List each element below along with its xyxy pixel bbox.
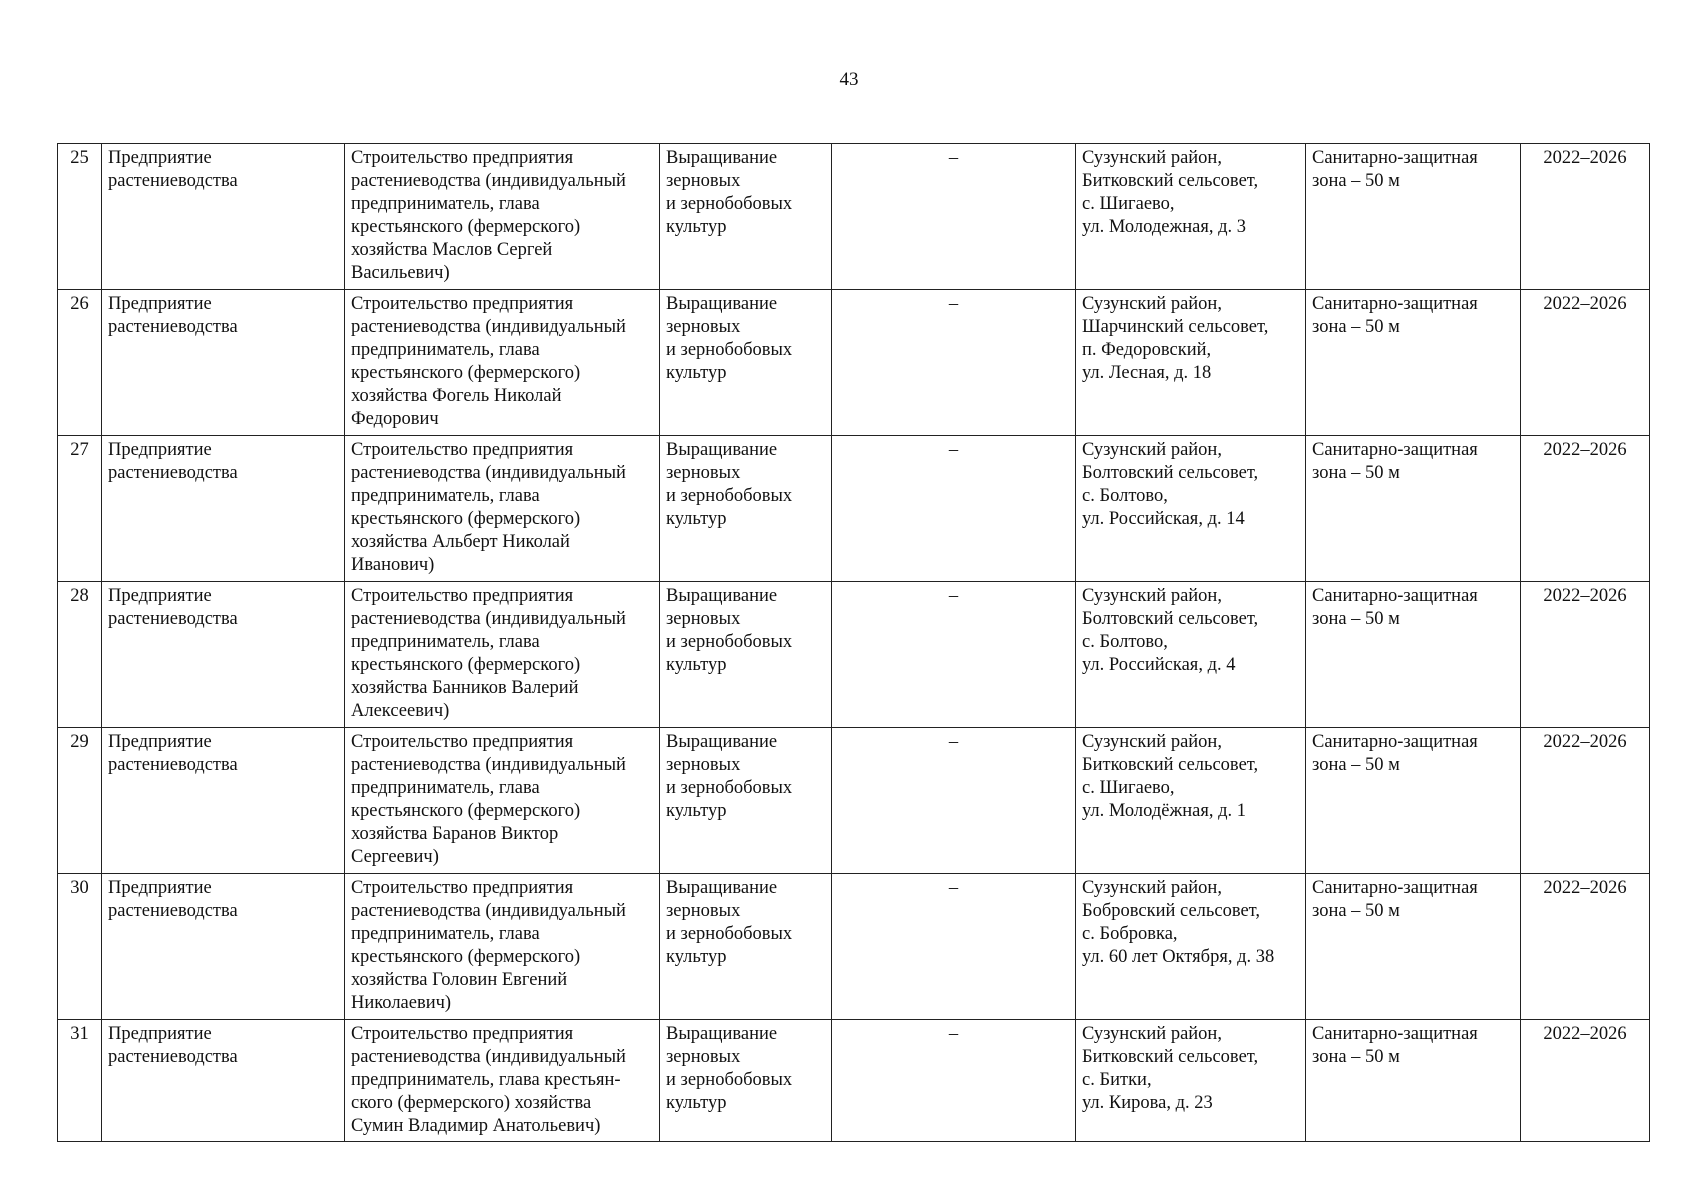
activity-type-line: зерновых (666, 755, 741, 775)
row-number: 27 (58, 436, 102, 582)
activity-type-line: Выращивание (666, 148, 778, 168)
table-row (58, 728, 1650, 874)
facility-description (345, 582, 660, 728)
activity-type-line: и зернобобовых (666, 778, 793, 798)
facility-description-line: Строительство предприятия (351, 732, 574, 752)
capacity: – (832, 582, 1076, 728)
facility-description-line: хозяйства Альберт Николай (351, 532, 570, 552)
activity-type (660, 290, 832, 436)
location (1076, 1020, 1306, 1142)
facility-type-line: Предприятие (108, 878, 212, 898)
activity-type (660, 144, 832, 290)
facility-type-line: Предприятие (108, 732, 212, 752)
location-line: с. Бобровка, (1082, 924, 1178, 944)
restriction-zone-line: зона – 50 м (1312, 755, 1400, 775)
capacity: – (832, 436, 1076, 582)
facility-description-line: Федорович (351, 409, 439, 429)
facility-description-line: растениеводства (индивидуальный (351, 609, 626, 629)
facility-description-line: крестьянского (фермерского) (351, 509, 581, 529)
facility-description-line: хозяйства Банников Валерий (351, 678, 579, 698)
facility-type-line: Предприятие (108, 294, 212, 314)
facility-description-line: Строительство предприятия (351, 148, 574, 168)
facility-description-line: Строительство предприятия (351, 440, 574, 460)
facility-description-line: предприниматель, глава (351, 924, 540, 944)
restriction-zone (1306, 144, 1521, 290)
restriction-zone-line: Санитарно-защитная (1312, 878, 1478, 898)
restriction-zone (1306, 290, 1521, 436)
facility-type (102, 144, 345, 290)
facility-description-line: Строительство предприятия (351, 878, 574, 898)
activity-type-line: Выращивание (666, 732, 778, 752)
facility-description-line: хозяйства Баранов Виктор (351, 824, 559, 844)
facility-description (345, 144, 660, 290)
location (1076, 436, 1306, 582)
facility-type-line: растениеводства (108, 171, 238, 191)
table-row (58, 874, 1650, 1020)
facility-type (102, 728, 345, 874)
facility-type-line: Предприятие (108, 148, 212, 168)
location-line: Сузунский район, (1082, 878, 1222, 898)
location (1076, 582, 1306, 728)
location-line: ул. Российская, д. 14 (1082, 509, 1245, 529)
activity-type-line: зерновых (666, 609, 741, 629)
restriction-zone-line: зона – 50 м (1312, 1047, 1400, 1067)
table-row (58, 290, 1650, 436)
capacity: – (832, 874, 1076, 1020)
page-number: 43 (839, 69, 859, 90)
facility-description-line: Николаевич) (351, 993, 452, 1013)
activity-type-line: Выращивание (666, 294, 778, 314)
activity-type (660, 1020, 832, 1142)
location-line: ул. Лесная, д. 18 (1082, 363, 1212, 383)
row-number: 25 (58, 144, 102, 290)
location-line: Сузунский район, (1082, 148, 1222, 168)
facility-description-line: предприниматель, глава крестьян- (351, 1070, 621, 1090)
facility-type-line: Предприятие (108, 440, 212, 460)
facility-description-line: Сумин Владимир Анатольевич) (351, 1116, 601, 1136)
implementation-period: 2022–2026 (1521, 290, 1650, 436)
facility-description-line: растениеводства (индивидуальный (351, 317, 626, 337)
facility-description-line: крестьянского (фермерского) (351, 655, 581, 675)
facility-description-line: крестьянского (фермерского) (351, 801, 581, 821)
location-line: Битковский сельсовет, (1082, 171, 1259, 191)
capacity: – (832, 144, 1076, 290)
activity-type (660, 582, 832, 728)
restriction-zone (1306, 1020, 1521, 1142)
row-number: 28 (58, 582, 102, 728)
facility-type-line: растениеводства (108, 317, 238, 337)
facility-type-line: Предприятие (108, 1024, 212, 1044)
facility-description (345, 728, 660, 874)
activity-type-line: зерновых (666, 317, 741, 337)
facility-type (102, 290, 345, 436)
location-line: с. Болтово, (1082, 486, 1168, 506)
facility-description-line: хозяйства Фогель Николай (351, 386, 562, 406)
location (1076, 874, 1306, 1020)
activity-type-line: Выращивание (666, 1024, 778, 1044)
facility-description-line: предприниматель, глава (351, 778, 540, 798)
facility-description-line: предприниматель, глава (351, 632, 540, 652)
table-row (58, 582, 1650, 728)
row-number: 30 (58, 874, 102, 1020)
capacity: – (832, 290, 1076, 436)
facility-type (102, 874, 345, 1020)
facility-description-line: растениеводства (индивидуальный (351, 1047, 626, 1067)
table-row (58, 144, 1650, 290)
facility-description-line: хозяйства Маслов Сергей (351, 240, 553, 260)
facility-description-line: крестьянского (фермерского) (351, 217, 581, 237)
row-number: 31 (58, 1020, 102, 1142)
location-line: Бобровский сельсовет, (1082, 901, 1260, 921)
facility-description-line: предприниматель, глава (351, 340, 540, 360)
facility-description (345, 1020, 660, 1142)
restriction-zone-line: зона – 50 м (1312, 901, 1400, 921)
facility-type-line: растениеводства (108, 901, 238, 921)
location-line: Битковский сельсовет, (1082, 755, 1259, 775)
activity-type-line: и зернобобовых (666, 1070, 793, 1090)
facility-description-line: Строительство предприятия (351, 1024, 574, 1044)
activity-type-line: культур (666, 655, 727, 675)
location-line: с. Шигаево, (1082, 778, 1175, 798)
facility-description-line: растениеводства (индивидуальный (351, 755, 626, 775)
restriction-zone (1306, 436, 1521, 582)
activity-type-line: Выращивание (666, 586, 778, 606)
facility-description-line: крестьянского (фермерского) (351, 947, 581, 967)
facility-description-line: растениеводства (индивидуальный (351, 901, 626, 921)
facility-description-line: растениеводства (индивидуальный (351, 171, 626, 191)
activity-type (660, 874, 832, 1020)
facility-type-line: растениеводства (108, 1047, 238, 1067)
facility-description-line: растениеводства (индивидуальный (351, 463, 626, 483)
activity-type-line: зерновых (666, 901, 741, 921)
restriction-zone (1306, 874, 1521, 1020)
facility-type-line: растениеводства (108, 755, 238, 775)
restriction-zone-line: зона – 50 м (1312, 463, 1400, 483)
location-line: с. Шигаево, (1082, 194, 1175, 214)
facility-type (102, 1020, 345, 1142)
table-row (58, 1020, 1650, 1142)
location-line: Сузунский район, (1082, 294, 1222, 314)
location-line: Сузунский район, (1082, 1024, 1222, 1044)
implementation-period: 2022–2026 (1521, 728, 1650, 874)
facility-description-line: крестьянского (фермерского) (351, 363, 581, 383)
activity-type (660, 728, 832, 874)
facility-description (345, 874, 660, 1020)
facility-description (345, 436, 660, 582)
facility-description-line: хозяйства Головин Евгений (351, 970, 568, 990)
activity-type (660, 436, 832, 582)
facilities-table (57, 143, 1650, 1142)
capacity: – (832, 728, 1076, 874)
activity-type-line: культур (666, 1093, 727, 1113)
implementation-period: 2022–2026 (1521, 1020, 1650, 1142)
facility-description-line: Алексеевич) (351, 701, 450, 721)
row-number: 26 (58, 290, 102, 436)
location-line: ул. Молодёжная, д. 1 (1082, 801, 1247, 821)
activity-type-line: зерновых (666, 1047, 741, 1067)
activity-type-line: и зернобобовых (666, 632, 793, 652)
location-line: ул. Кирова, д. 23 (1082, 1093, 1213, 1113)
activity-type-line: и зернобобовых (666, 486, 793, 506)
location-line: Шарчинский сельсовет, (1082, 317, 1269, 337)
facility-description (345, 290, 660, 436)
location-line: ул. 60 лет Октября, д. 38 (1082, 947, 1275, 967)
activity-type-line: Выращивание (666, 440, 778, 460)
facility-description-line: Сергеевич) (351, 847, 439, 867)
implementation-period: 2022–2026 (1521, 874, 1650, 1020)
location-line: п. Федоровский, (1082, 340, 1212, 360)
facility-description-line: ского (фермерского) хозяйства (351, 1093, 592, 1113)
location-line: Болтовский сельсовет, (1082, 609, 1259, 629)
restriction-zone (1306, 582, 1521, 728)
location-line: с. Битки, (1082, 1070, 1152, 1090)
restriction-zone-line: Санитарно-защитная (1312, 732, 1478, 752)
location-line: Сузунский район, (1082, 732, 1222, 752)
restriction-zone-line: зона – 50 м (1312, 317, 1400, 337)
location-line: Болтовский сельсовет, (1082, 463, 1259, 483)
restriction-zone-line: Санитарно-защитная (1312, 1024, 1478, 1044)
implementation-period: 2022–2026 (1521, 144, 1650, 290)
facility-type (102, 436, 345, 582)
activity-type-line: культур (666, 947, 727, 967)
facility-type-line: растениеводства (108, 609, 238, 629)
table-row (58, 436, 1650, 582)
row-number: 29 (58, 728, 102, 874)
restriction-zone-line: зона – 50 м (1312, 171, 1400, 191)
restriction-zone-line: Санитарно-защитная (1312, 440, 1478, 460)
restriction-zone-line: Санитарно-защитная (1312, 148, 1478, 168)
activity-type-line: зерновых (666, 463, 741, 483)
activity-type-line: культур (666, 363, 727, 383)
restriction-zone-line: Санитарно-защитная (1312, 586, 1478, 606)
location (1076, 728, 1306, 874)
facility-description-line: предприниматель, глава (351, 194, 540, 214)
activity-type-line: зерновых (666, 171, 741, 191)
facility-description-line: предприниматель, глава (351, 486, 540, 506)
facility-type (102, 582, 345, 728)
activity-type-line: и зернобобовых (666, 194, 793, 214)
location-line: ул. Российская, д. 4 (1082, 655, 1236, 675)
activity-type-line: культур (666, 509, 727, 529)
activity-type-line: и зернобобовых (666, 924, 793, 944)
activity-type-line: культур (666, 801, 727, 821)
activity-type-line: культур (666, 217, 727, 237)
activity-type-line: Выращивание (666, 878, 778, 898)
facility-description-line: Строительство предприятия (351, 294, 574, 314)
restriction-zone (1306, 728, 1521, 874)
facility-description-line: Строительство предприятия (351, 586, 574, 606)
facility-type-line: растениеводства (108, 463, 238, 483)
location-line: с. Болтово, (1082, 632, 1168, 652)
facility-description-line: Васильевич) (351, 263, 450, 283)
location-line: ул. Молодежная, д. 3 (1082, 217, 1247, 237)
activity-type-line: и зернобобовых (666, 340, 793, 360)
location (1076, 290, 1306, 436)
table-body (58, 144, 1650, 1142)
implementation-period: 2022–2026 (1521, 436, 1650, 582)
location-line: Сузунский район, (1082, 440, 1222, 460)
location (1076, 144, 1306, 290)
implementation-period: 2022–2026 (1521, 582, 1650, 728)
facility-type-line: Предприятие (108, 586, 212, 606)
facility-description-line: Иванович) (351, 555, 435, 575)
restriction-zone-line: зона – 50 м (1312, 609, 1400, 629)
location-line: Сузунский район, (1082, 586, 1222, 606)
location-line: Битковский сельсовет, (1082, 1047, 1259, 1067)
capacity: – (832, 1020, 1076, 1142)
restriction-zone-line: Санитарно-защитная (1312, 294, 1478, 314)
